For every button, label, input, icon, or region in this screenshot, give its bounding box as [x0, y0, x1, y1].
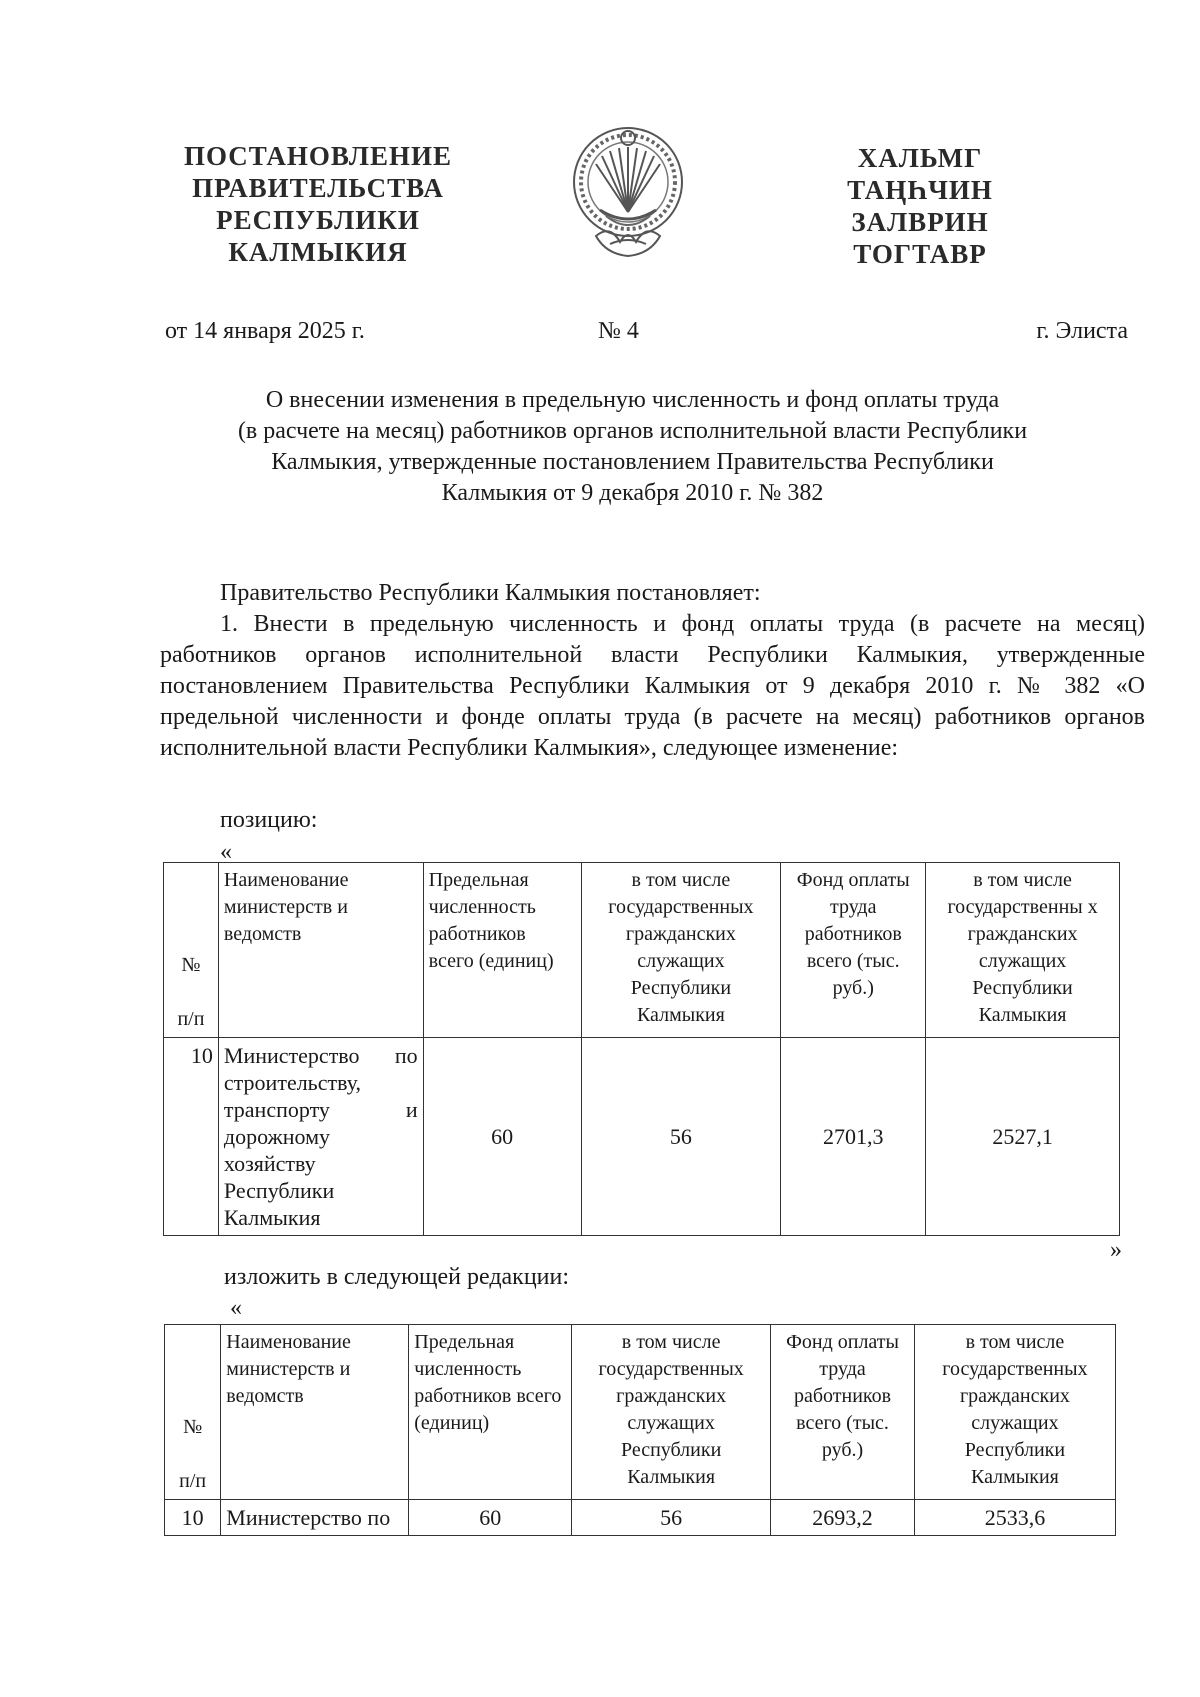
row-ministry-name: Министерство по строительству, транспорту и дорожному хозяйству Республики Калмыкия: [218, 1038, 423, 1236]
table-row: [164, 1038, 1120, 1236]
header-right-line: ЗАЛВРИН: [851, 207, 989, 237]
header-fund-civil: в том числе государственных гражданских служащих Республики Калмыкия: [914, 1325, 1115, 1500]
title-line: (в расчете на месяц) работников органов исполнительной власти Республики: [237, 418, 1028, 444]
header-limit: Предельная численность работников всего (единиц): [409, 1325, 572, 1500]
document-city: г. Элиста: [1036, 318, 1128, 344]
row-num: 10: [165, 1500, 221, 1536]
row-fund-civil: 2533,6: [914, 1500, 1115, 1536]
table-header-row: [165, 1325, 1116, 1500]
header-civil: в том числе государственных гражданских служащих Республики Калмыкия: [581, 863, 781, 1038]
document-number: № 4: [598, 318, 639, 344]
kalmykia-coat-of-arms-icon: [566, 124, 690, 264]
row-num: 10: [164, 1038, 219, 1236]
header-limit: Предельная численность работников всего (единиц): [423, 863, 581, 1038]
header-num: № п/п: [164, 863, 219, 1038]
document-title: [150, 385, 1115, 509]
header-right-title: [830, 142, 1010, 270]
header-left-line: ПРАВИТЕЛЬСТВА: [192, 173, 444, 203]
table-header-row: [164, 863, 1120, 1038]
header-name: Наименование министерств и ведомств: [221, 1325, 409, 1500]
document-date: от 14 января 2025 г.: [165, 318, 365, 344]
header-name: Наименование министерств и ведомств: [218, 863, 423, 1038]
open-quote: «: [220, 839, 232, 865]
intro-paragraph: Правительство Республики Калмыкия постановляет:: [220, 580, 761, 606]
row-limit: 60: [423, 1038, 581, 1236]
header-left-line: КАЛМЫКИЯ: [228, 237, 408, 267]
close-quote: »: [1110, 1237, 1122, 1263]
header-civil: в том числе государственных гражданских служащих Республики Калмыкия: [572, 1325, 771, 1500]
item-1-paragraph: 1. Внести в предельную численность и фонд оплаты труда (в расчете на месяц) работников органов исполнительной власти Республики Калмыкия, утвержденные постановлением Правительства Республики Калмыкия от 9 декабря 2010 г. № 382 «О предельной численности и фонде оплаты труда (в расчете на месяц) работников органов исполнительной власти Республики Калмыкия», следующее изменение:: [160, 611, 1145, 761]
row-fund: 2701,3: [781, 1038, 926, 1236]
header-left-line: РЕСПУБЛИКИ: [216, 205, 420, 235]
row-ministry-name: Министерство по: [221, 1500, 409, 1536]
header-fund-civil: в том числе государственны х гражданских служащих Республики Калмыкия: [926, 863, 1120, 1038]
table-row: [165, 1500, 1116, 1536]
old-position-table: [163, 862, 1120, 1236]
header-left-title: [168, 140, 468, 268]
header-fund: Фонд оплаты труда работников всего (тыс. руб.): [781, 863, 926, 1038]
title-line: О внесении изменения в предельную численность и фонд оплаты труда: [265, 387, 1000, 413]
row-fund-civil: 2527,1: [926, 1038, 1120, 1236]
replace-label: изложить в следующей редакции:: [224, 1264, 570, 1290]
position-label: позицию:: [220, 807, 318, 833]
title-line: Калмыкия, утвержденные постановлением Правительства Республики: [271, 449, 994, 475]
header-right-line: ТОГТАВР: [853, 239, 987, 269]
row-civil: 56: [581, 1038, 781, 1236]
header-right-line: ТАҢҺЧИН: [847, 175, 993, 205]
open-quote: «: [230, 1295, 242, 1321]
header-right-line: ХАЛЬМГ: [857, 143, 983, 173]
new-position-table: [164, 1324, 1116, 1536]
header-fund: Фонд оплаты труда работников всего (тыс. руб.): [771, 1325, 915, 1500]
row-civil: 56: [572, 1500, 771, 1536]
header-left-line: ПОСТАНОВЛЕНИЕ: [183, 141, 453, 171]
row-limit: 60: [409, 1500, 572, 1536]
header-num: № п/п: [165, 1325, 221, 1500]
row-fund: 2693,2: [771, 1500, 915, 1536]
title-line: Калмыкия от 9 декабря 2010 г. № 382: [441, 480, 824, 506]
